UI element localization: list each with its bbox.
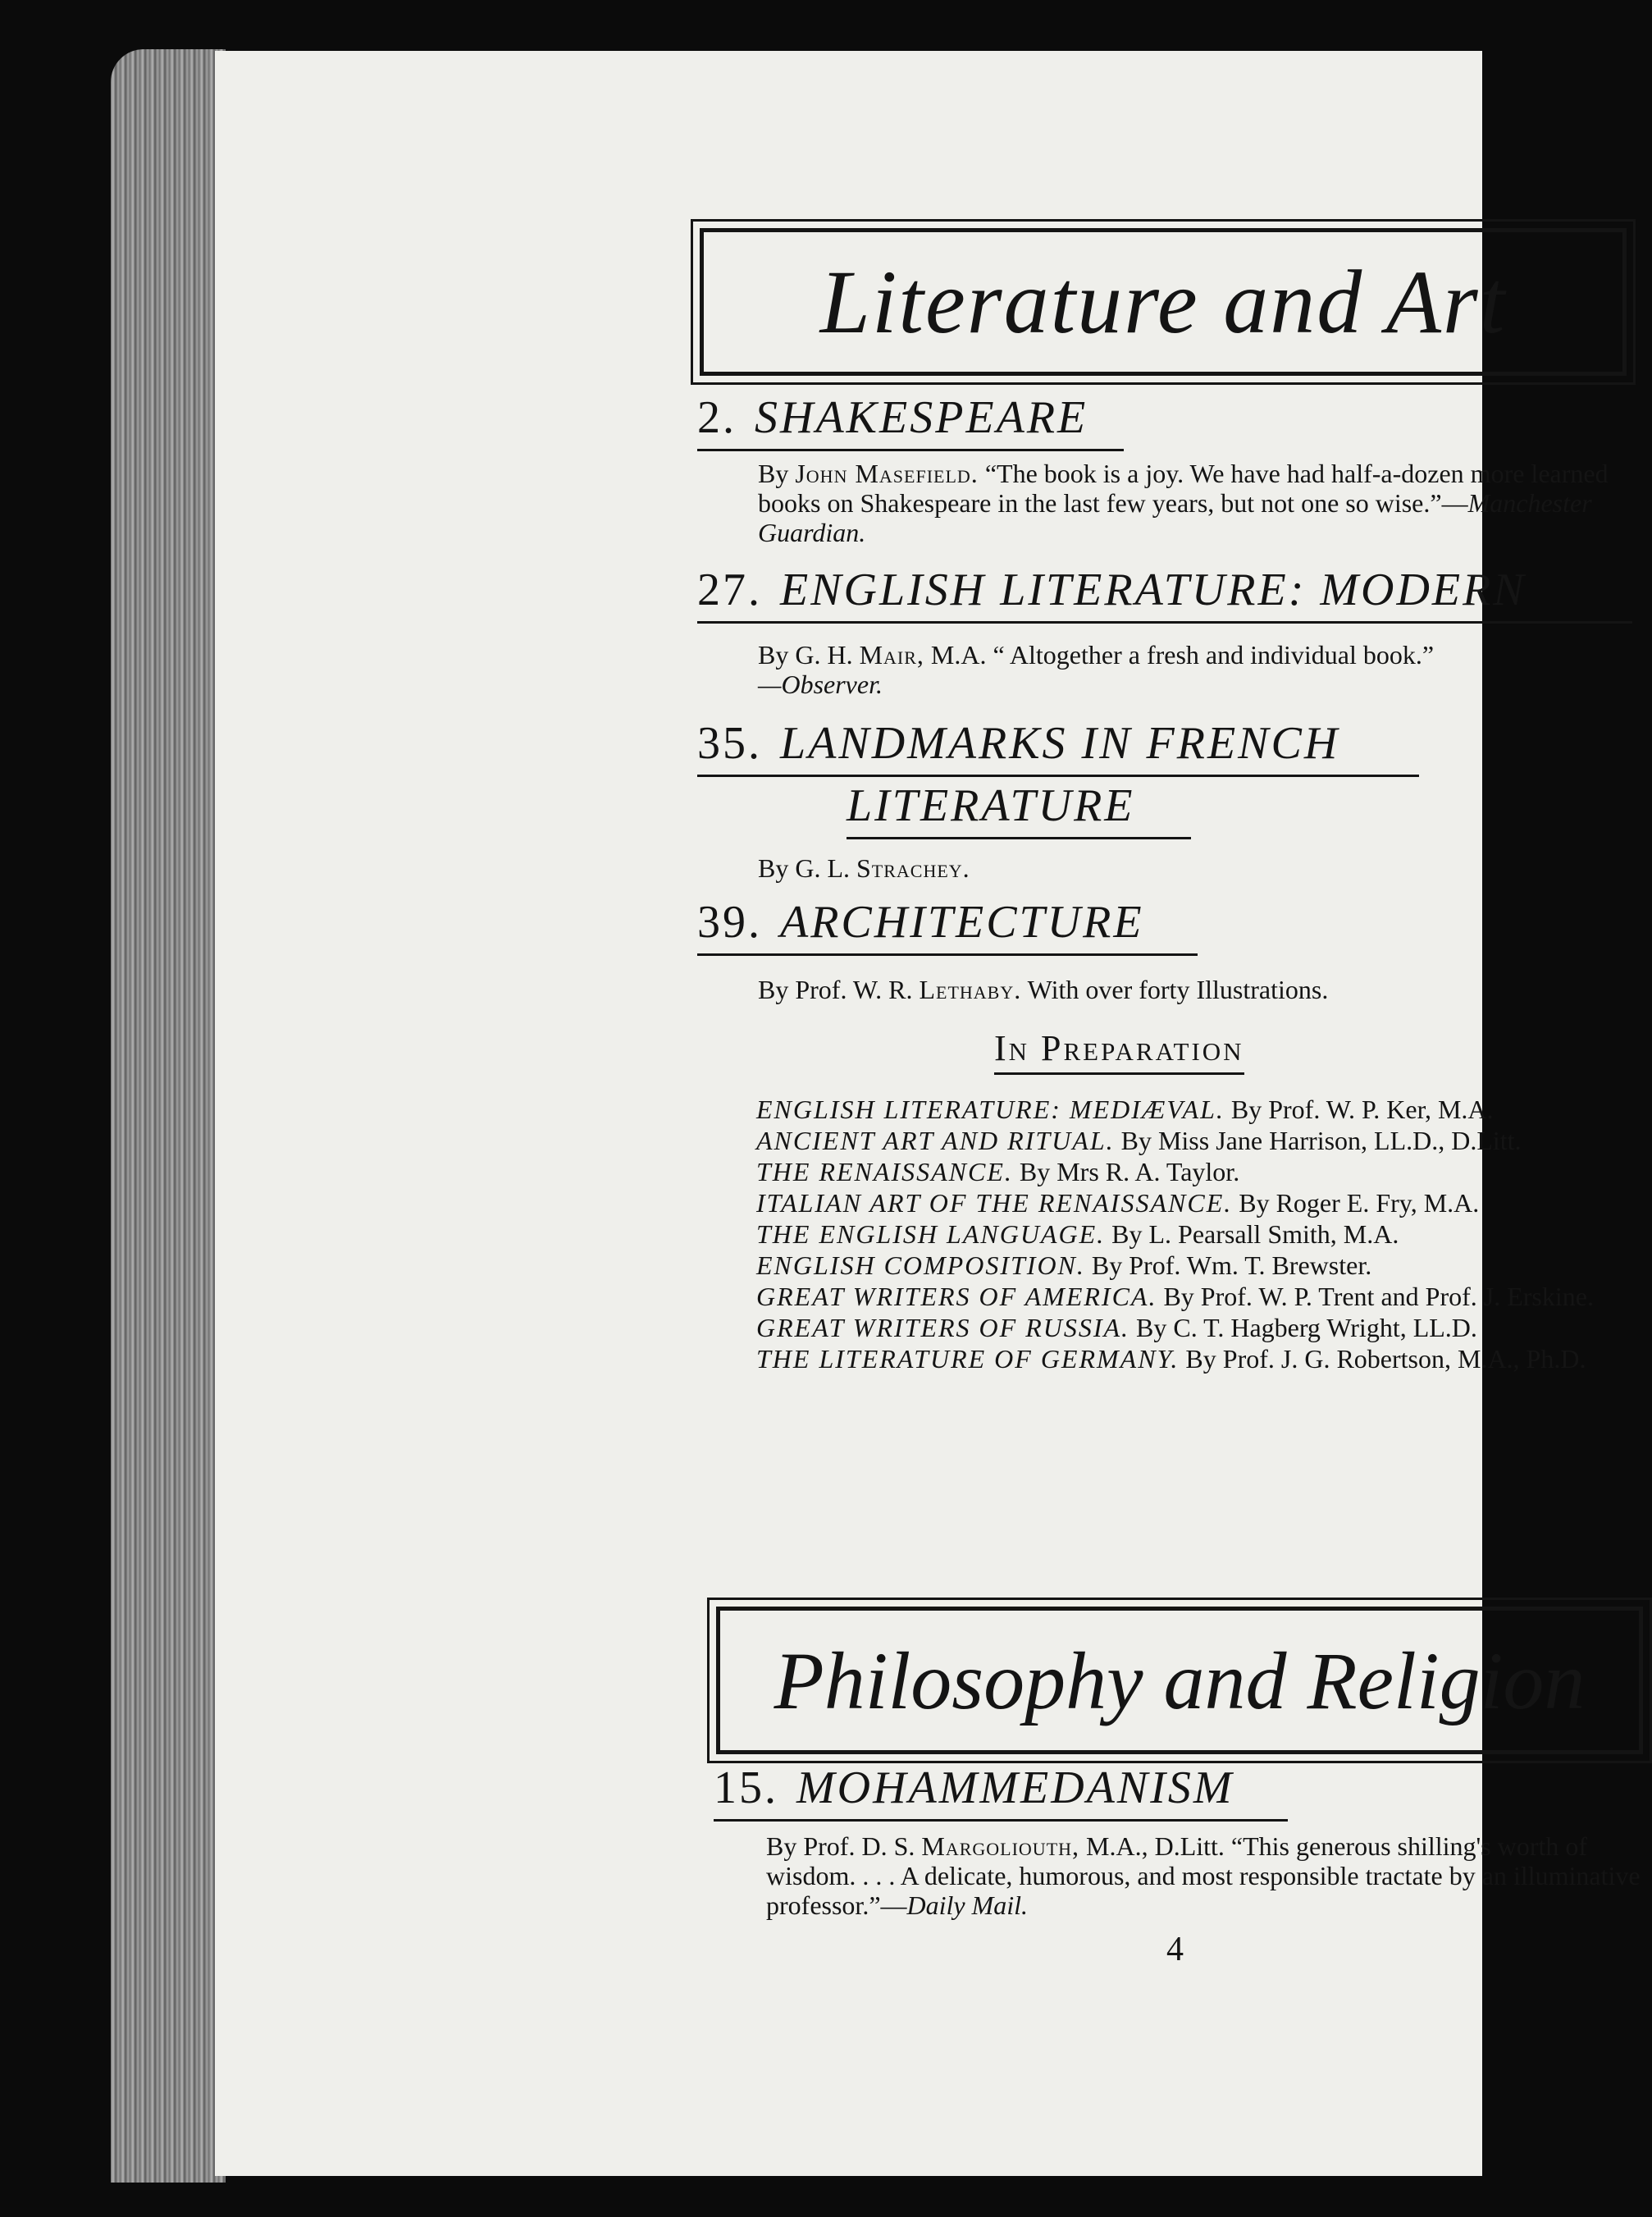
entry-title-text: LITERATURE xyxy=(847,780,1135,831)
author-name: Lethaby. xyxy=(919,975,1022,1004)
book-byline: By L. Pearsall Smith, M.A. xyxy=(1111,1219,1399,1249)
entry-title-text: ENGLISH LITERATURE: MODERN xyxy=(780,565,1527,615)
list-item xyxy=(756,1126,1634,1156)
entry-title xyxy=(697,717,1419,777)
entry-title-continued xyxy=(847,779,1191,839)
author-name: John Masefield. xyxy=(795,459,979,488)
entry-number: 2. xyxy=(697,392,737,443)
literature-and-art-banner xyxy=(691,219,1636,385)
entry-title-text: LANDMARKS IN FRENCH xyxy=(780,718,1340,769)
book-byline: By Prof. W. P. Ker, M.A. xyxy=(1230,1095,1494,1124)
book-byline: By Mrs R. A. Taylor. xyxy=(1019,1157,1240,1186)
list-item xyxy=(756,1344,1634,1374)
author-name: Margoliouth, xyxy=(921,1831,1080,1861)
entry-title-text: MOHAMMEDANISM xyxy=(796,1762,1234,1813)
list-item xyxy=(756,1157,1634,1187)
entry-title-text: SHAKESPEARE xyxy=(755,392,1088,443)
book-title: THE LITERATURE OF GERMANY. xyxy=(756,1344,1180,1374)
entry-description: By Prof. D. S. Margoliouth, M.A., D.Litt. “This generous shilling's worth of wisdom. . . . A delicate, humorous, and most responsible tractate by an illuminative professor.”—Daily Mail. xyxy=(766,1831,1641,1920)
entry-description: By G. L. Strachey. xyxy=(758,853,970,883)
author-name: Mair, xyxy=(859,640,924,670)
entry-title xyxy=(714,1762,1288,1822)
entry-title xyxy=(697,896,1198,956)
book-title: ANCIENT ART AND RITUAL. xyxy=(756,1126,1115,1155)
book-page xyxy=(215,51,1641,2176)
section-heading-literature: Literature and Art xyxy=(700,228,1627,376)
book-title: THE ENGLISH LANGUAGE. xyxy=(756,1219,1106,1249)
book-byline: By Prof. Wm. T. Brewster. xyxy=(1091,1250,1372,1280)
entry-title xyxy=(697,391,1124,451)
review-source: Manchester Guardian. xyxy=(758,488,1592,547)
page-number: 4 xyxy=(1166,1931,1184,1968)
book-spine xyxy=(111,49,226,2183)
entry-number: 27. xyxy=(697,565,762,615)
list-item xyxy=(756,1095,1634,1125)
book-title: THE RENAISSANCE. xyxy=(756,1157,1013,1186)
in-preparation-heading: In Preparation xyxy=(994,1027,1244,1075)
book-title: ENGLISH COMPOSITION. xyxy=(756,1250,1085,1280)
list-item xyxy=(756,1282,1634,1312)
book-byline: By Miss Jane Harrison, LL.D., D.Litt. xyxy=(1120,1126,1522,1155)
entry-description: By G. H. Mair, M.A. “ Altogether a fresh and individual book.” —Observer. xyxy=(758,640,1435,699)
entry-description: By John Masefield. “The book is a joy. We have had half-a-dozen more learned books on Shakespeare in the last few years, but not one so wise.”—Manchester Guardian. xyxy=(758,459,1609,547)
book-title: ENGLISH LITERATURE: MEDIÆVAL. xyxy=(756,1095,1225,1124)
book-title: ITALIAN ART OF THE RENAISSANCE. xyxy=(756,1188,1233,1218)
book-byline: By C. T. Hagberg Wright, LL.D. xyxy=(1136,1313,1477,1342)
book-byline: By Roger E. Fry, M.A. xyxy=(1239,1188,1480,1218)
book-title: GREAT WRITERS OF AMERICA. xyxy=(756,1282,1157,1311)
book-title: GREAT WRITERS OF RUSSIA. xyxy=(756,1313,1130,1342)
in-preparation-list xyxy=(756,1095,1634,1375)
list-item xyxy=(756,1219,1634,1250)
section-heading-philosophy: Philosophy and Religion xyxy=(716,1607,1643,1754)
list-item xyxy=(756,1313,1634,1343)
review-source: Daily Mail. xyxy=(906,1890,1029,1920)
review-source: —Observer. xyxy=(758,670,883,699)
philosophy-and-religion-banner xyxy=(707,1598,1652,1763)
author-name: Strachey. xyxy=(856,853,970,883)
entry-number: 35. xyxy=(697,718,762,769)
list-item xyxy=(756,1250,1634,1281)
entry-number: 15. xyxy=(714,1762,778,1813)
entry-title xyxy=(697,564,1632,624)
entry-description: By Prof. W. R. Lethaby. With over forty Illustrations. xyxy=(758,975,1329,1004)
book-byline: By Prof. W. P. Trent and Prof. J. Erskine. xyxy=(1163,1282,1594,1311)
list-item xyxy=(756,1188,1634,1218)
entry-number: 39. xyxy=(697,897,762,948)
book-byline: By Prof. J. G. Robertson, M.A., Ph.D. xyxy=(1185,1344,1586,1374)
entry-title-text: ARCHITECTURE xyxy=(780,897,1144,948)
